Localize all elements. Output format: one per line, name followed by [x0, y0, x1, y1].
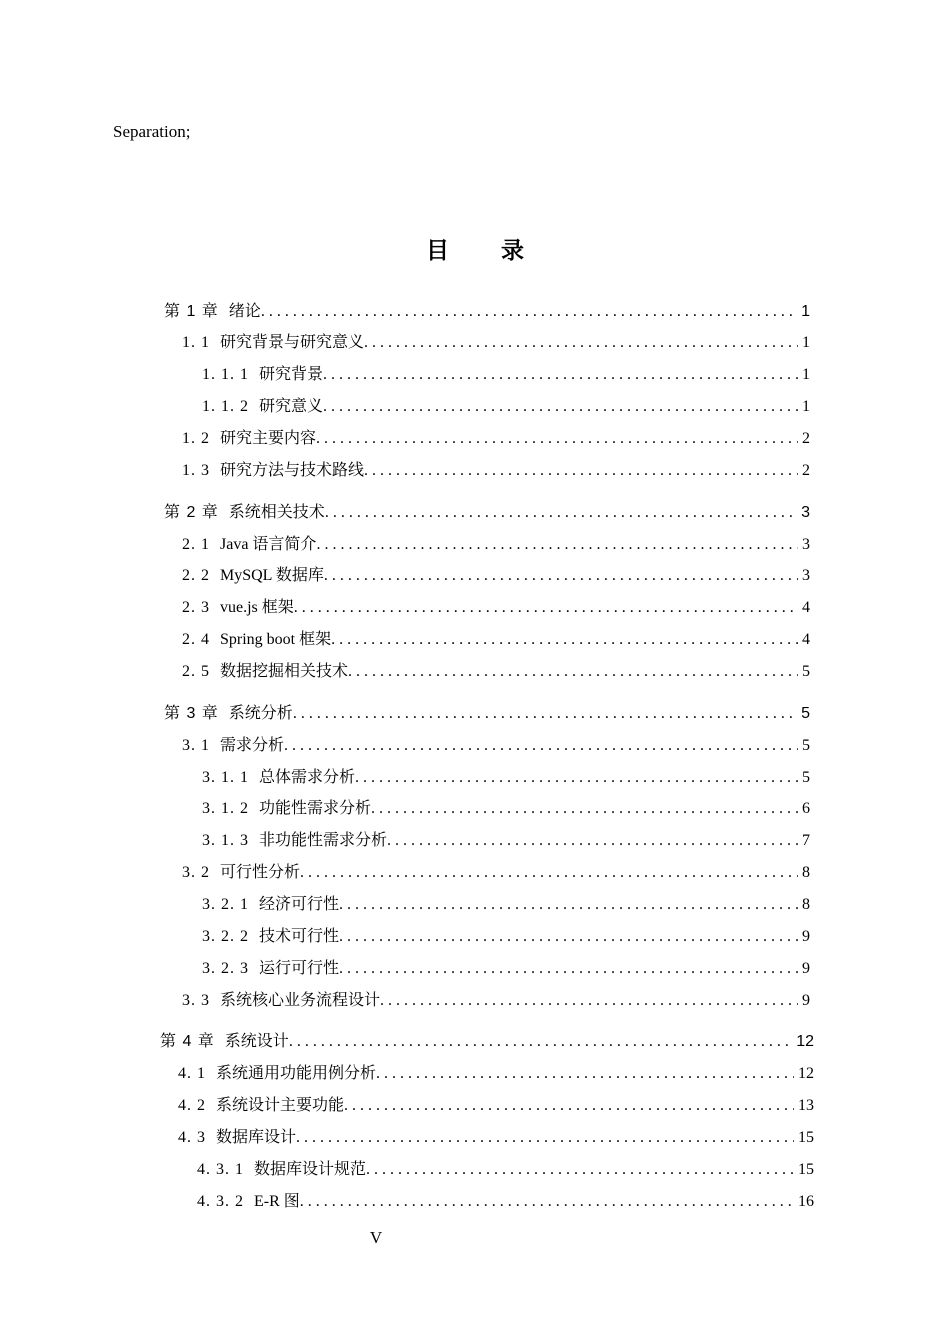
- toc-entry-title: 研究意义: [259, 398, 324, 415]
- toc-entry-number: 1. 1. 2: [202, 398, 249, 415]
- toc-entry-page: 8: [802, 896, 810, 913]
- toc-entry-title: Java 语言简介: [220, 536, 317, 553]
- toc-entry-page: 13: [798, 1097, 814, 1114]
- toc-dot-leader: [355, 768, 798, 788]
- toc-entry-page: 9: [802, 928, 810, 945]
- toc-entry-title: 经济可行性: [259, 896, 340, 913]
- toc-entry-title: 研究背景: [259, 366, 324, 383]
- toc-entry-number: 3. 2. 1: [202, 896, 249, 913]
- toc-entry-page: 9: [802, 992, 810, 1009]
- toc-entry-page: 5: [802, 737, 810, 754]
- toc-entry-number: 3. 1. 1: [202, 769, 249, 786]
- toc-dot-leader: [323, 365, 798, 385]
- toc-dot-leader: [364, 333, 798, 353]
- toc-dot-leader: [366, 1160, 794, 1180]
- toc-dot-leader: [324, 566, 798, 586]
- toc-entry-subsection[interactable]: [202, 365, 810, 385]
- toc-entry-number: 1. 3: [182, 462, 210, 479]
- toc-entry-section[interactable]: [182, 429, 810, 449]
- toc-dot-leader: [387, 831, 798, 851]
- toc-entry-number: 4. 2: [178, 1097, 206, 1114]
- toc-entry-page: 4: [802, 631, 810, 648]
- toc-dot-leader: [364, 461, 798, 481]
- toc-dot-leader: [339, 959, 798, 979]
- toc-entry-title: 研究背景与研究意义: [220, 334, 365, 351]
- toc-entry-subsection[interactable]: [197, 1160, 814, 1180]
- toc-entry-section[interactable]: [182, 662, 810, 682]
- toc-entry-number: 4. 3. 2: [197, 1193, 244, 1210]
- toc-entry-title: Spring boot 框架: [220, 631, 332, 648]
- toc-entry-section[interactable]: [182, 991, 810, 1011]
- toc-entry-number: 3. 1. 3: [202, 832, 249, 849]
- toc-entry-subsection[interactable]: [197, 1192, 814, 1212]
- toc-entry-number: 1. 1. 1: [202, 366, 249, 383]
- toc-dot-leader: [380, 991, 798, 1011]
- toc-dot-leader: [261, 302, 797, 322]
- toc-entry-title: 绪论: [228, 303, 261, 320]
- toc-entry-section[interactable]: [182, 566, 810, 586]
- toc-entry-page: 5: [802, 663, 810, 680]
- toc-entry-page: 5: [802, 769, 810, 786]
- toc-entry-title: 研究主要内容: [220, 430, 317, 447]
- toc-dot-leader: [294, 598, 798, 618]
- toc-entry-number: 4. 3: [178, 1129, 206, 1146]
- toc-entry-section[interactable]: [182, 736, 810, 756]
- toc-entry-number: 3. 2. 3: [202, 960, 249, 977]
- toc-dot-leader: [371, 799, 798, 819]
- toc-entry-title: 需求分析: [220, 737, 285, 754]
- toc-entry-number: 4. 1: [178, 1065, 206, 1082]
- toc-entry-title: 系统核心业务流程设计: [220, 992, 381, 1009]
- toc-entry-section[interactable]: [178, 1096, 814, 1116]
- toc-entry-title: vue.js 框架: [220, 599, 294, 616]
- toc-entry-title: 系统分析: [228, 705, 293, 722]
- toc-entry-chapter[interactable]: [164, 503, 810, 523]
- toc-dot-leader: [339, 927, 798, 947]
- toc-entry-title: 技术可行性: [259, 928, 340, 945]
- toc-entry-page: 9: [802, 960, 810, 977]
- toc-entry-page: 16: [798, 1193, 814, 1210]
- toc-dot-leader: [316, 429, 798, 449]
- toc-entry-title: E-R 图: [254, 1193, 300, 1210]
- toc-entry-number: 2. 3: [182, 599, 210, 616]
- toc-entry-title: 数据库设计规范: [254, 1161, 367, 1178]
- toc-dot-leader: [284, 736, 798, 756]
- toc-entry-subsection[interactable]: [202, 959, 810, 979]
- toc-entry-section[interactable]: [182, 535, 810, 555]
- toc-entry-number: 4. 3. 1: [197, 1161, 244, 1178]
- toc-entry-number: 1. 2: [182, 430, 210, 447]
- toc-entry-subsection[interactable]: [202, 895, 810, 915]
- toc-entry-page: 15: [798, 1129, 814, 1146]
- toc-entry-number: 3. 3: [182, 992, 210, 1009]
- toc-entry-title: 非功能性需求分析: [259, 832, 388, 849]
- toc-entry-page: 3: [801, 504, 810, 521]
- toc-entry-page: 3: [802, 536, 810, 553]
- toc-dot-leader: [331, 630, 798, 650]
- toc-entry-page: 1: [802, 334, 810, 351]
- toc-dot-leader: [316, 535, 798, 555]
- toc-entry-page: 1: [802, 398, 810, 415]
- toc-entry-section[interactable]: [182, 333, 810, 353]
- toc-entry-number: 第 3 章: [164, 705, 219, 722]
- toc-entry-page: 5: [801, 705, 810, 722]
- toc-entry-title: 总体需求分析: [259, 769, 356, 786]
- toc-entry-page: 15: [798, 1161, 814, 1178]
- toc-entry-page: 7: [802, 832, 810, 849]
- toc-entry-number: 2. 5: [182, 663, 210, 680]
- toc-dot-leader: [300, 863, 798, 883]
- toc-entry-number: 3. 2. 2: [202, 928, 249, 945]
- toc-entry-title: 数据库设计: [216, 1129, 297, 1146]
- toc-entry-number: 3. 2: [182, 864, 210, 881]
- toc-title: 目 录: [425, 238, 546, 264]
- toc-entry-number: 2. 2: [182, 567, 210, 584]
- toc-entry-section[interactable]: [182, 461, 810, 481]
- toc-entry-section[interactable]: [178, 1128, 814, 1148]
- toc-dot-leader: [293, 704, 797, 724]
- toc-entry-title: 系统设计主要功能: [216, 1097, 345, 1114]
- toc-entry-page: 12: [798, 1065, 814, 1082]
- toc-entry-number: 第 4 章: [160, 1033, 215, 1050]
- toc-entry-section[interactable]: [178, 1064, 814, 1084]
- toc-entry-title: 功能性需求分析: [259, 800, 372, 817]
- toc-entry-subsection[interactable]: [202, 397, 810, 417]
- toc-entry-number: 1. 1: [182, 334, 210, 351]
- toc-entry-number: 第 2 章: [164, 504, 219, 521]
- header-note: Separation;: [113, 122, 191, 141]
- toc-entry-page: 2: [802, 430, 810, 447]
- toc-entry-number: 3. 1: [182, 737, 210, 754]
- toc-dot-leader: [344, 1096, 794, 1116]
- toc-dot-leader: [325, 503, 797, 523]
- toc-entry-chapter[interactable]: [164, 704, 810, 724]
- toc-entry-page: 12: [796, 1033, 814, 1050]
- toc-entry-chapter[interactable]: [160, 1032, 814, 1052]
- toc-dot-leader: [289, 1032, 792, 1052]
- toc-dot-leader: [296, 1128, 794, 1148]
- toc-entry-page: 3: [802, 567, 810, 584]
- toc-entry-page: 2: [802, 462, 810, 479]
- toc-entry-section[interactable]: [182, 863, 810, 883]
- toc-dot-leader: [348, 662, 798, 682]
- toc-entry-number: 2. 1: [182, 536, 210, 553]
- toc-dot-leader: [300, 1192, 794, 1212]
- toc-entry-section[interactable]: [182, 598, 810, 618]
- toc-entry-number: 2. 4: [182, 631, 210, 648]
- toc-entry-title: 系统设计: [224, 1033, 289, 1050]
- toc-dot-leader: [376, 1064, 794, 1084]
- toc-entry-title: 系统相关技术: [228, 504, 325, 521]
- toc-entry-page: 1: [802, 366, 810, 383]
- toc-entry-title: MySQL 数据库: [220, 567, 324, 584]
- toc-entry-title: 运行可行性: [259, 960, 340, 977]
- toc-entry-title: 系统通用功能用例分析: [216, 1065, 377, 1082]
- toc-entry-subsection[interactable]: [202, 799, 810, 819]
- toc-entry-title: 可行性分析: [220, 864, 301, 881]
- toc-dot-leader: [339, 895, 798, 915]
- toc-entry-page: 8: [802, 864, 810, 881]
- toc-entry-page: 4: [802, 599, 810, 616]
- toc-entry-subsection[interactable]: [202, 831, 810, 851]
- page-number: V: [369, 1228, 383, 1247]
- toc-entry-title: 研究方法与技术路线: [220, 462, 365, 479]
- toc-entry-page: 6: [802, 800, 810, 817]
- toc-entry-page: 1: [801, 303, 810, 320]
- toc-entry-title: 数据挖掘相关技术: [220, 663, 349, 680]
- toc-entry-number: 第 1 章: [164, 303, 219, 320]
- toc-dot-leader: [323, 397, 798, 417]
- toc-entry-subsection[interactable]: [202, 927, 810, 947]
- toc-entry-subsection[interactable]: [202, 768, 810, 788]
- toc-entry-chapter[interactable]: [164, 302, 810, 322]
- toc-entry-number: 3. 1. 2: [202, 800, 249, 817]
- toc-entry-section[interactable]: [182, 630, 810, 650]
